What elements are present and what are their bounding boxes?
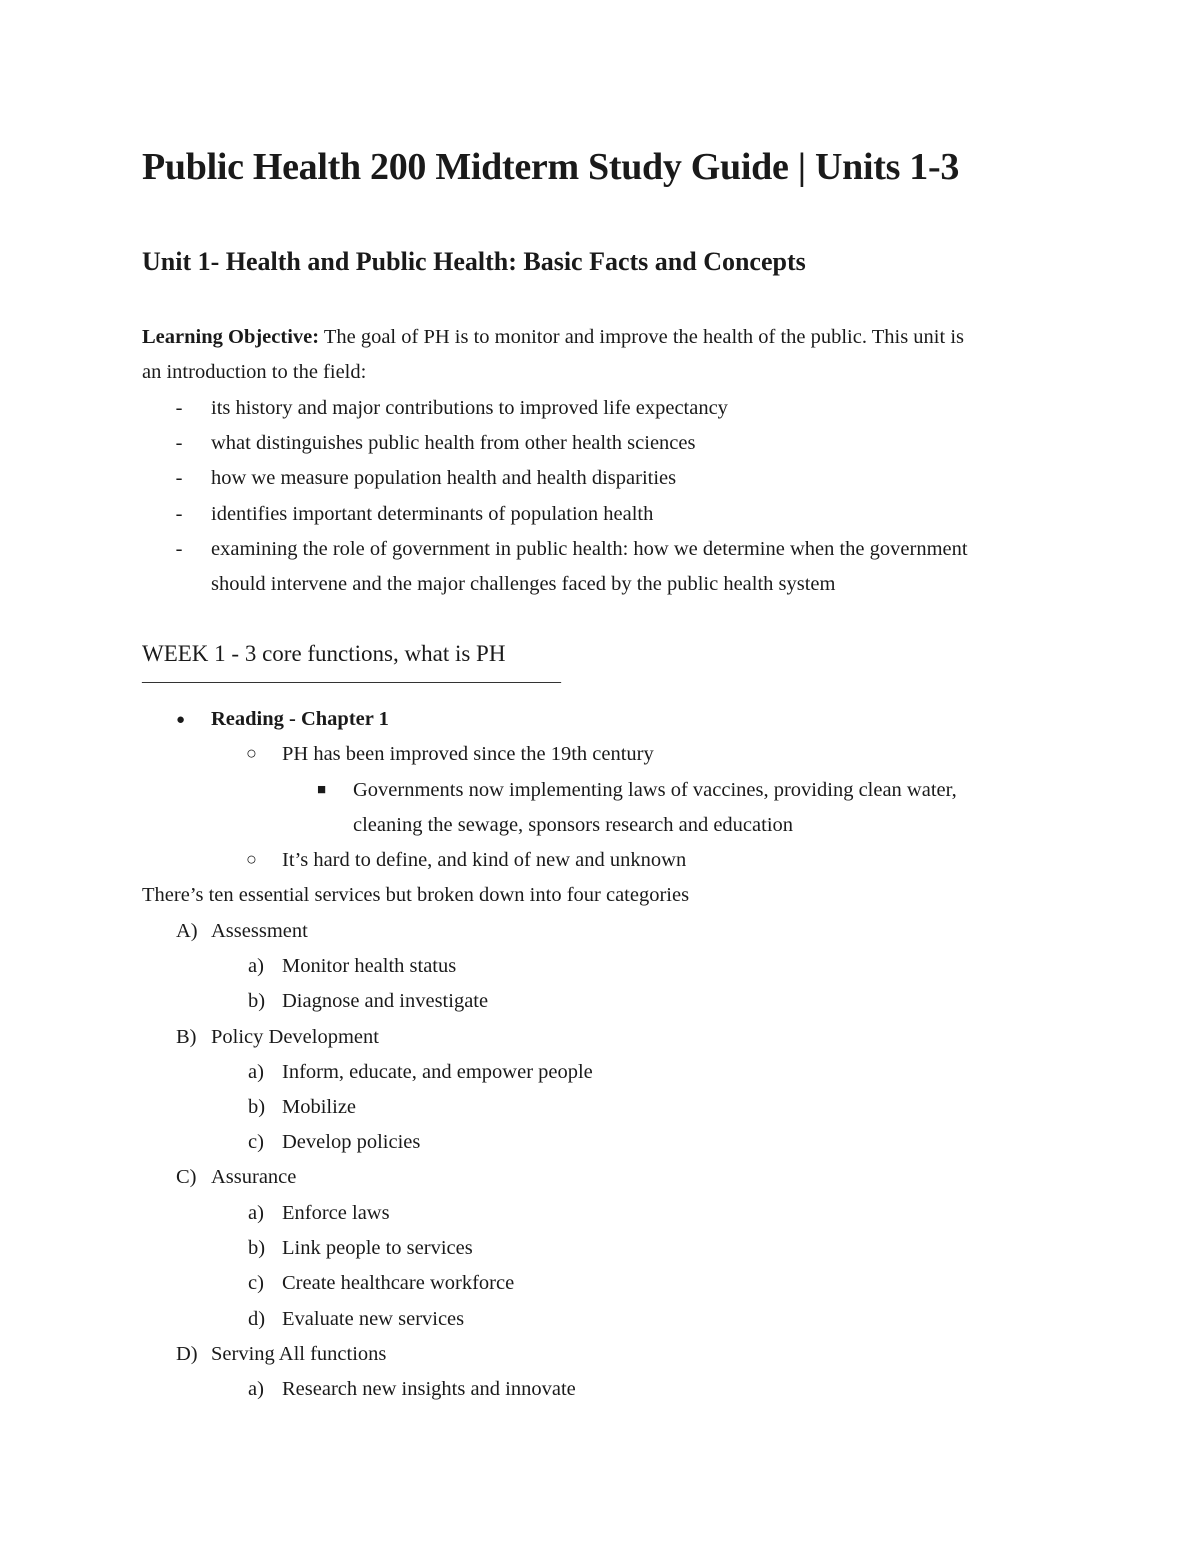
reading-sub-point-continued: cleaning the sewage, sponsors research and education [353,814,794,836]
disc-bullet-icon: ● [176,712,186,728]
sub-item-label: Evaluate new services [282,1308,465,1330]
reading-sub-point: Governments now implementing laws of vaccines, providing clean water, [353,779,957,801]
list-dash: - [175,538,183,560]
reading-point: PH has been improved since the 19th century [282,743,654,765]
sub-item-label: Develop policies [282,1131,421,1153]
sub-item-marker: c) [248,1131,264,1153]
sub-item-label: Research new insights and innovate [282,1378,576,1400]
objective-item: its history and major contributions to improved life expectancy [211,397,728,419]
week-1-heading: WEEK 1 - 3 core functions, what is PH [142,641,506,666]
services-intro: There’s ten essential services but broken down into four categories [142,884,690,906]
list-dash: - [175,467,183,489]
sub-item-marker: a) [248,1202,264,1224]
sub-item-marker: c) [248,1272,264,1294]
category-label: Serving All functions [211,1343,387,1365]
sub-item-marker: a) [248,1378,264,1400]
sub-item-label: Monitor health status [282,955,457,977]
sub-item-marker: b) [248,1096,266,1118]
circle-bullet-icon: ○ [246,743,257,763]
objective-item-continued: should intervene and the major challenges faced by the public health system [211,573,836,595]
sub-item-label: Create healthcare workforce [282,1272,515,1294]
objective-item: examining the role of government in public health: how we determine when the government [211,538,968,560]
page-title: Public Health 200 Midterm Study Guide | Units 1-3 [142,146,960,188]
sub-item-label: Mobilize [282,1096,357,1118]
learning-objective-label: Learning Objective: [142,326,320,348]
square-bullet-icon: ■ [317,782,327,798]
list-dash: - [175,503,183,525]
reading-heading: Reading - Chapter 1 [211,708,389,730]
list-dash: - [175,432,183,454]
reading-point: It’s hard to define, and kind of new and unknown [282,849,687,871]
objective-item: how we measure population health and health disparities [211,467,677,489]
sub-item-marker: a) [248,1061,264,1083]
sub-item-label: Link people to services [282,1237,473,1259]
divider-rule: —————————————————————— [142,670,560,692]
category-marker: C) [176,1166,197,1188]
sub-item-marker: a) [248,955,264,977]
sub-item-marker: b) [248,990,266,1012]
sub-item-marker: d) [248,1308,266,1330]
unit-1-heading: Unit 1- Health and Public Health: Basic Facts and Concepts [142,247,806,276]
category-label: Policy Development [211,1026,379,1048]
category-label: Assurance [211,1166,297,1188]
circle-bullet-icon: ○ [246,849,257,869]
category-label: Assessment [211,920,308,942]
sub-item-label: Diagnose and investigate [282,990,489,1012]
category-marker: B) [176,1026,197,1048]
category-marker: A) [176,920,198,942]
sub-item-label: Enforce laws [282,1202,390,1224]
objective-item: what distinguishes public health from other health sciences [211,432,696,454]
learning-objective-line-2: an introduction to the field: [142,361,367,383]
learning-objective-line-1 [142,320,964,355]
objective-item: identifies important determinants of population health [211,503,654,525]
sub-item-marker: b) [248,1237,266,1259]
list-dash: - [175,397,183,419]
sub-item-label: Inform, educate, and empower people [282,1061,593,1083]
category-marker: D) [176,1343,198,1365]
learning-objective-text: The goal of PH is to monitor and improve the health of the public. This unit is [319,326,964,348]
